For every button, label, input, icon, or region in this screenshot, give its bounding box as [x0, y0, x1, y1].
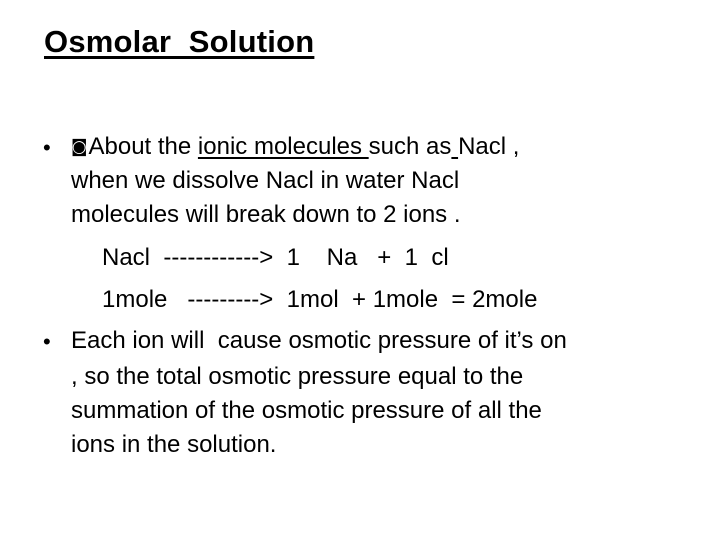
reaction-equation: Nacl ------------> 1 Na + 1 cl [102, 244, 449, 271]
bullet-2-line-2: , so the total osmotic pressure equal to the [71, 363, 524, 390]
bullet-2-line-3: summation of the osmotic pressure of all the [71, 397, 542, 424]
bullet-1-line-3: molecules will break down to 2 ions . [71, 201, 461, 228]
bullet-marker-2: • [43, 329, 51, 354]
bullet-marker-1: • [43, 135, 51, 160]
bullet-1-line-1 [71, 132, 519, 162]
bullet-2-line-4: ions in the solution. [71, 431, 277, 458]
text-about: About the [88, 133, 198, 160]
text-nacl: Nacl , [458, 133, 520, 160]
ionic-molecules-text: ionic molecules [197, 133, 369, 160]
mole-equation: 1mole ---------> 1mol + 1mole = 2mole [102, 286, 538, 313]
bullet-1-line-2: when we dissolve Nacl in water Nacl [71, 167, 460, 194]
bullet-2-line-1: Each ion will cause osmotic pressure of it’s on [71, 327, 567, 354]
slide-title: Osmolar Solution [44, 24, 315, 59]
text-such-as: such as [368, 133, 452, 160]
square-symbol-icon: ◙ [71, 137, 88, 157]
